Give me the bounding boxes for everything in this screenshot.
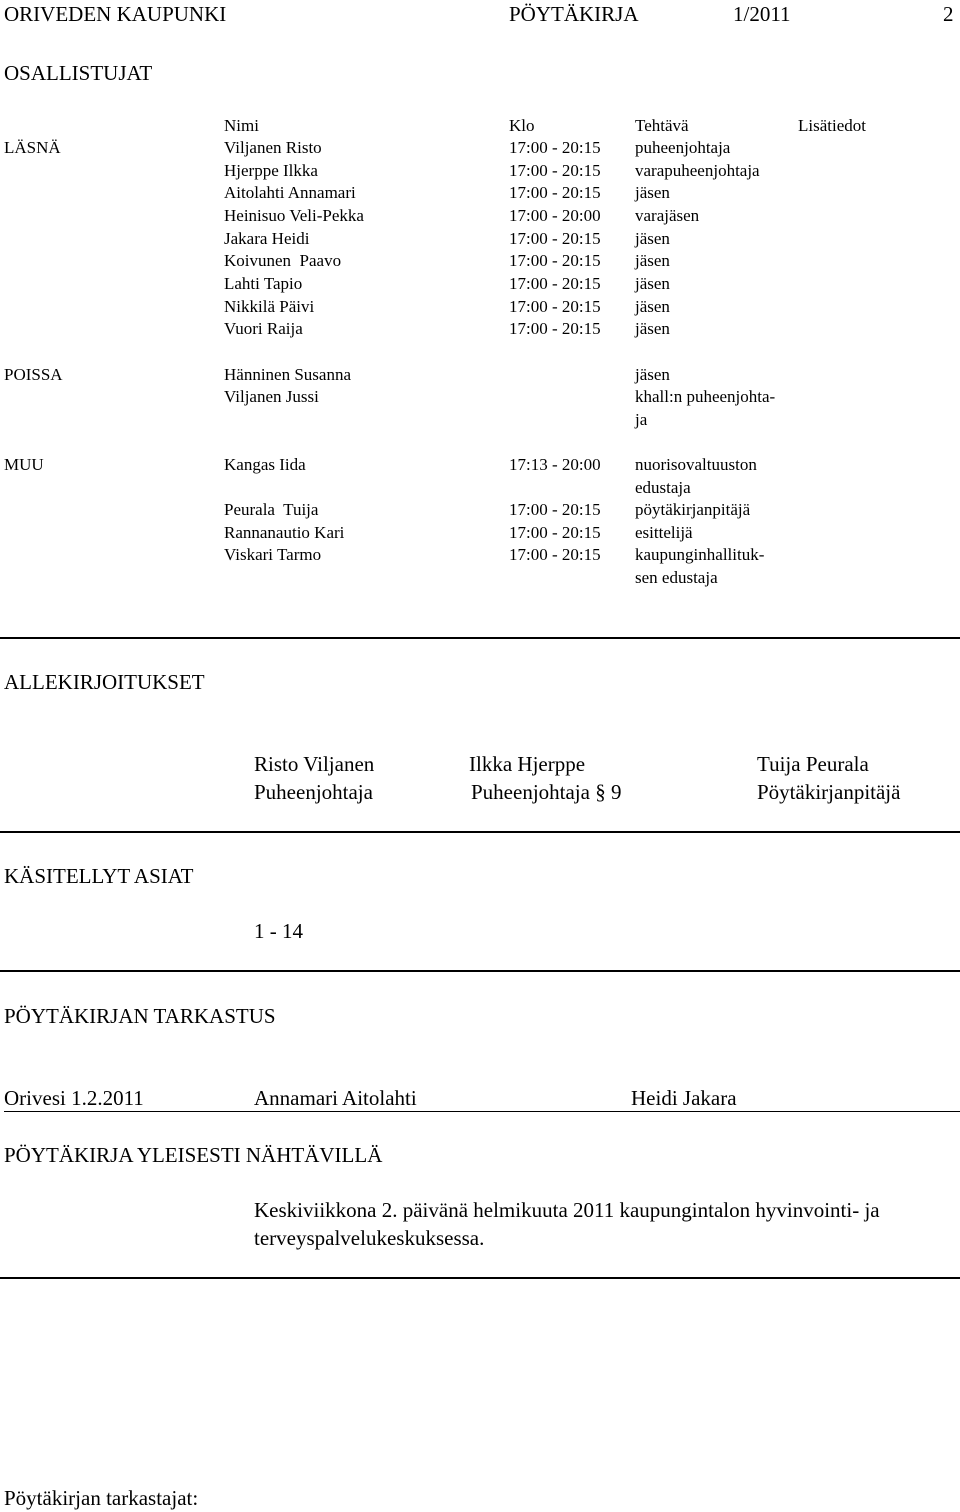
participant-time: 17:00 - 20:00: [509, 206, 601, 225]
participant-role: jäsen: [635, 183, 670, 202]
participant-role: pöytäkirjanpitäjä: [635, 500, 751, 519]
public-text-line: Keskiviikkona 2. päivänä helmikuuta 2011 kaupungintalon hyvinvointi- ja: [254, 1198, 880, 1222]
participant-name: Lahti Tapio: [224, 274, 303, 293]
items-range: 1 - 14: [254, 919, 303, 943]
signer-title: Puheenjohtaja § 9: [471, 780, 622, 804]
review-heading: PÖYTÄKIRJAN TARKASTUS: [4, 1004, 276, 1028]
section-divider: [0, 1277, 960, 1279]
present-label: LÄSNÄ: [4, 138, 61, 157]
participant-time: 17:13 - 20:00: [509, 455, 601, 474]
section-divider: [0, 637, 960, 639]
participant-role: jäsen: [635, 297, 670, 316]
participant-time: 17:00 - 20:15: [509, 161, 601, 180]
participant-time: 17:00 - 20:15: [509, 229, 601, 248]
signer-title: Puheenjohtaja: [254, 780, 373, 804]
signer-title: Pöytäkirjanpitäjä: [757, 780, 901, 804]
signer-name: Risto Viljanen: [254, 752, 375, 776]
participant-name: Peurala Tuija: [224, 500, 319, 519]
participant-role: nuorisovaltuuston: [635, 455, 757, 474]
section-divider: [0, 831, 960, 833]
participant-name: Koivunen Paavo: [224, 251, 342, 270]
section-divider: [0, 970, 960, 972]
participant-role: esittelijä: [635, 523, 693, 542]
participant-name: Hjerppe Ilkka: [224, 161, 318, 180]
participants-heading: OSALLISTUJAT: [4, 61, 153, 85]
col-header-info: Lisätiedot: [798, 116, 866, 135]
absent-label: POISSA: [4, 365, 63, 384]
participant-name: Jakara Heidi: [224, 229, 310, 248]
participant-name: Vuori Raija: [224, 319, 303, 338]
participant-role: varajäsen: [635, 206, 700, 225]
participant-time: 17:00 - 20:15: [509, 183, 601, 202]
participant-name: Heinisuo Veli-Pekka: [224, 206, 364, 225]
participant-time: 17:00 - 20:15: [509, 319, 601, 338]
participant-role-cont: ja: [635, 410, 648, 429]
col-header-role: Tehtävä: [635, 116, 689, 135]
participant-role-cont: edustaja: [635, 478, 691, 497]
participant-role: jäsen: [635, 365, 670, 384]
other-label: MUU: [4, 455, 44, 474]
participant-role: jäsen: [635, 274, 670, 293]
participant-time: 17:00 - 20:15: [509, 251, 601, 270]
participant-time: 17:00 - 20:15: [509, 523, 601, 542]
participant-time: 17:00 - 20:15: [509, 138, 601, 157]
participant-role: jäsen: [635, 319, 670, 338]
reviewer-name: Heidi Jakara: [631, 1086, 737, 1110]
participant-time: 17:00 - 20:15: [509, 274, 601, 293]
participant-role: jäsen: [635, 229, 670, 248]
participant-role-cont: sen edustaja: [635, 568, 718, 587]
review-place-date: Orivesi 1.2.2011: [4, 1086, 144, 1110]
participant-name: Viljanen Risto: [224, 138, 322, 157]
participant-time: 17:00 - 20:15: [509, 297, 601, 316]
participant-name: Viskari Tarmo: [224, 545, 322, 564]
participant-name: Aitolahti Annamari: [224, 183, 356, 202]
public-text-line: terveyspalvelukeskuksessa.: [254, 1226, 485, 1250]
participant-name: Nikkilä Päivi: [224, 297, 315, 316]
doc-number: 1/2011: [733, 2, 791, 26]
items-heading: KÄSITELLYT ASIAT: [4, 864, 194, 888]
doc-type: PÖYTÄKIRJA: [509, 2, 639, 26]
participant-role: puheenjohtaja: [635, 138, 731, 157]
org-name: ORIVEDEN KAUPUNKI: [4, 2, 227, 26]
participant-time: 17:00 - 20:15: [509, 545, 601, 564]
reviewer-name: Annamari Aitolahti: [254, 1086, 417, 1110]
participant-role: kaupunginhallituk-: [635, 545, 765, 564]
participant-role: jäsen: [635, 251, 670, 270]
col-header-name: Nimi: [224, 116, 259, 135]
reviewers-label: Pöytäkirjan tarkastajat:: [4, 1486, 199, 1510]
signer-name: Ilkka Hjerppe: [469, 752, 586, 776]
participant-role: khall:n puheenjohta-: [635, 387, 776, 406]
participant-role: varapuheenjohtaja: [635, 161, 760, 180]
participant-name: Rannanautio Kari: [224, 523, 345, 542]
signer-name: Tuija Peurala: [757, 752, 869, 776]
signatures-heading: ALLEKIRJOITUKSET: [4, 670, 205, 694]
participant-name: Hänninen Susanna: [224, 365, 352, 384]
participant-time: 17:00 - 20:15: [509, 500, 601, 519]
participant-name: Kangas Iida: [224, 455, 306, 474]
participant-name: Viljanen Jussi: [224, 387, 319, 406]
col-header-time: Klo: [509, 116, 535, 135]
signature-line: [4, 1111, 960, 1112]
public-heading: PÖYTÄKIRJA YLEISESTI NÄHTÄVILLÄ: [4, 1143, 383, 1167]
page-number: 2: [943, 2, 954, 26]
